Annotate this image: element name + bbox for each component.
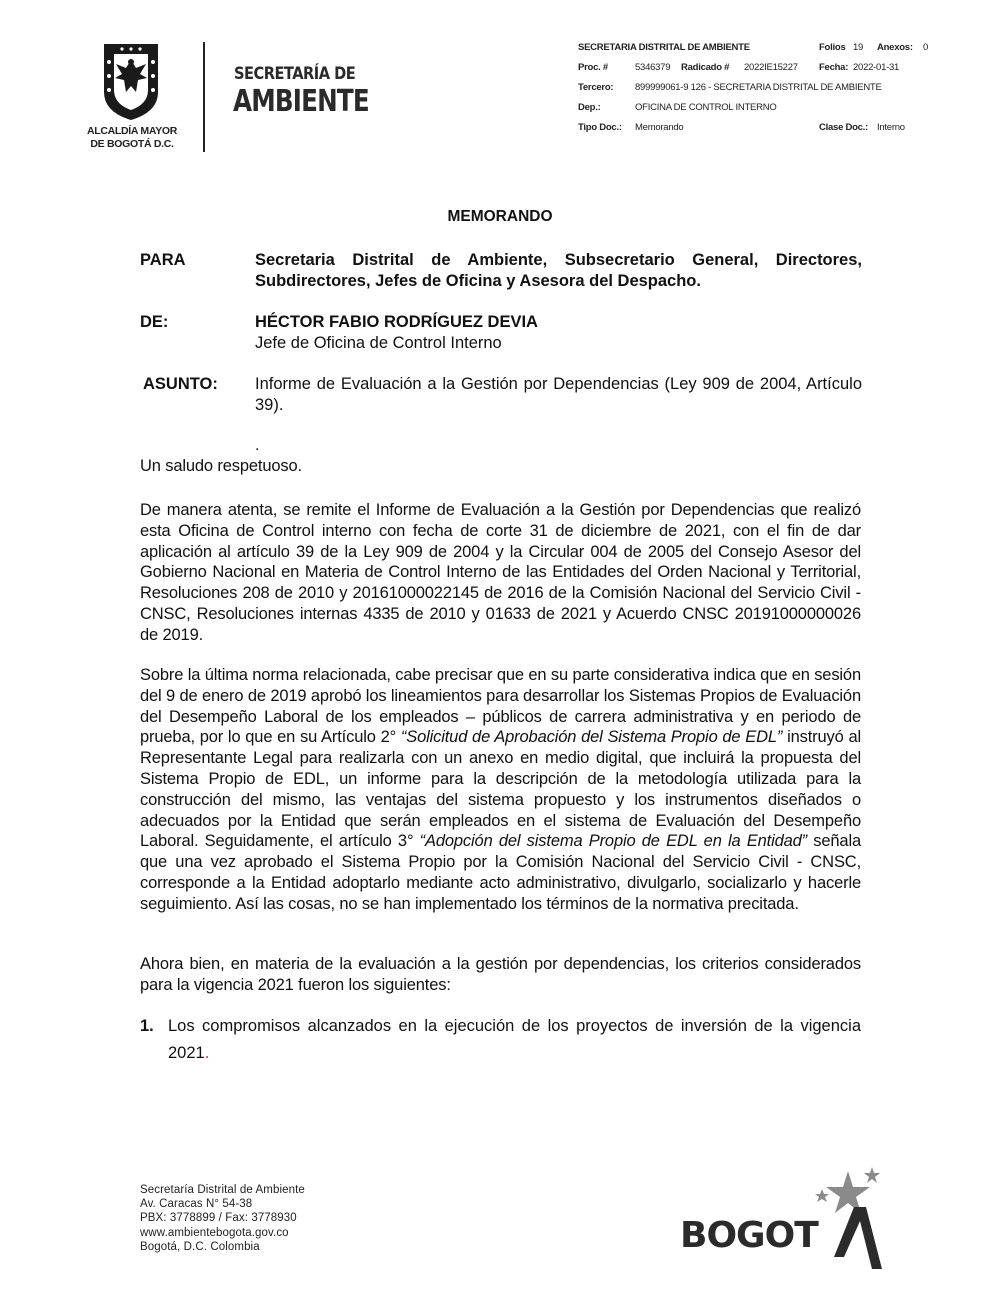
meta-anexos-label: Anexos: [877,42,913,53]
de-label: DE: [140,313,169,331]
alcaldia-caption-line1: ALCALDÍA MAYOR [86,125,178,137]
para-label: PARA [140,251,186,269]
footer-website-link[interactable]: www.ambientebogota.gov.co [140,1226,289,1239]
meta-radicado-label: Radicado # [681,62,730,73]
greeting: Un saludo respetuoso. [140,457,302,475]
meta-row-dep [578,102,938,122]
list-text-body: Los compromisos alcanzados en la ejecución de los proyectos de inversión de la vigencia 2021 [168,1017,861,1062]
de-name: HÉCTOR FABIO RODRÍGUEZ DEVIA [255,313,538,331]
field-asunto [140,374,862,416]
meta-fecha-value: 2022-01-31 [853,62,900,73]
memo-title: MEMORANDO [447,208,553,225]
list-text [168,1013,861,1067]
paragraph-2-part2: instruyó al Representante Legal para realizarla con un anexo en medio digital, que incluirá la propuesta del Sistema Propio de EDL, un informe para la descripción de la metodología utilizada para la construcción del mismo, las ventajas del sistema propuesto y los instrumentos diseñados o adecuados por la Entidad que serán empleados en el sistema de Evaluación del Desempeño Laboral. Seguidamente, el artículo 3° [140,728,861,851]
field-para [140,250,862,292]
brand-line1: SECRETARÍA DE [234,64,356,84]
meta-dep-value: OFICINA DE CONTROL INTERNO [635,102,777,113]
meta-row-tipo [578,122,938,142]
alcaldia-caption [82,125,182,151]
criteria-list-item [140,1013,861,1067]
asunto-value: Informe de Evaluación a la Gestión por Dependencias (Ley 909 de 2004, Artículo 39). [255,375,862,414]
meta-radicado-value: 2022IE15227 [744,62,798,73]
asunto-label: ASUNTO: [143,375,218,393]
meta-anexos-value: 0 [923,42,929,53]
de-role: Jefe de Oficina de Control Interno [255,334,502,352]
logo-divider [203,42,205,152]
filing-metadata [578,42,938,142]
paragraph-2-part3: señala que una vez aprobado el Sistema Propio por la Comisión Nacional del Servicio Civil - CNSC, corresponde a la Entidad adoptarlo mediante acto administrativo, divulgarlo, socializarlo y hacerle seguimiento. Así las cosas, no se han implementado los términos de la normativa precitada. [140,832,862,913]
footer-address-line: PBX: 3778899 / Fax: 3778930 [140,1212,297,1225]
meta-entity: SECRETARIA DISTRITAL DE AMBIENTE [578,42,750,53]
meta-row-entity [578,42,938,62]
list-trailing-mark: . [204,1044,210,1062]
meta-clase-doc-label: Clase Doc.: [819,122,868,133]
meta-proc-label: Proc. # [578,62,608,73]
meta-tipo-doc-label: Tipo Doc.: [578,122,622,133]
meta-fecha-label: Fecha: [819,62,849,73]
footer-address-line: Secretaría Distrital de Ambiente [140,1184,305,1196]
meta-row-tercero [578,82,938,102]
paragraph-2-part1: Sobre la última norma relacionada, cabe precisar que en su parte considerativa indica que en sesión del 9 de enero de 2019 aprobó los lineamientos para desarrollar los Sistemas Propios de Evaluación del Desempeño Laboral de los empleados – públicos de carrera administrativa y en periodo de prueba, por lo que en su Artículo 2° [140,666,861,747]
paragraph-3: Ahora bien, en materia de la evaluación a la gestión por dependencias, los criterios considerados para la vigencia 2021 fueron los siguientes: [140,955,861,994]
bogota-a-chevron-icon [832,1207,882,1269]
footer-address-line: Bogotá, D.C. Colombia [140,1240,260,1253]
bogota-logo [680,1165,885,1270]
footer-address [140,1183,305,1254]
meta-folios-value: 19 [853,42,864,53]
meta-tercero-value: 899999061-9 126 - SECRETARIA DISTRITAL DE AMBIENTE [635,82,882,93]
field-de [140,312,862,354]
bogota-coat-of-arms-icon [100,42,162,122]
meta-tipo-doc-value: Memorando [635,122,684,133]
bogota-wordmark: BOGOT [680,1215,818,1256]
paragraph-2-italic2: “Adopción del sistema Propio de EDL en la Entidad” [419,832,808,851]
stray-dot: . [255,437,260,454]
paragraph-2 [140,665,861,915]
para-value: Secretaria Distrital de Ambiente, Subsecretario General, Directores, Subdirectores, Jefes de Oficina y Asesora del Despacho. [255,251,862,290]
meta-dep-label: Dep.: [578,102,601,113]
meta-folios-label: Folios [819,42,846,53]
alcaldia-caption-line2: DE BOGOTÁ D.C. [90,138,174,150]
meta-proc-value: 5346379 [635,62,671,73]
meta-clase-doc-value: Interno [877,122,905,133]
alcaldia-logo-block [82,42,382,157]
list-number: 1. [140,1017,154,1035]
meta-tercero-label: Tercero: [578,82,614,93]
brand-line2: AMBIENTE [233,84,369,119]
paragraph-2-italic1: “Solicitud de Aprobación del Sistema Propio de EDL” [400,728,783,747]
paragraph-1: De manera atenta, se remite el Informe de Evaluación a la Gestión por Dependencias que realizó esta Oficina de Control interno con fecha de corte 31 de diciembre de 2021, con el fin de dar aplicación al artículo 39 de la Ley 909 de 2004 y la Circular 004 de 2005 del Consejo Asesor del Gobierno Nacional en Materia de Control Interno de las Entidades del Orden Nacional y Territorial, Resoluciones 208 de 2010 y 20161000022145 de 2016 de la Comisión Nacional del Servicio Civil - CNSC, Resoluciones internas 4335 de 2010 y 01633 de 2021 y Acuerdo CNSC 20191000000026 de 2019. [140,501,861,644]
meta-row-proc [578,62,938,82]
footer-address-line: Av. Caracas N° 54-38 [140,1198,253,1211]
